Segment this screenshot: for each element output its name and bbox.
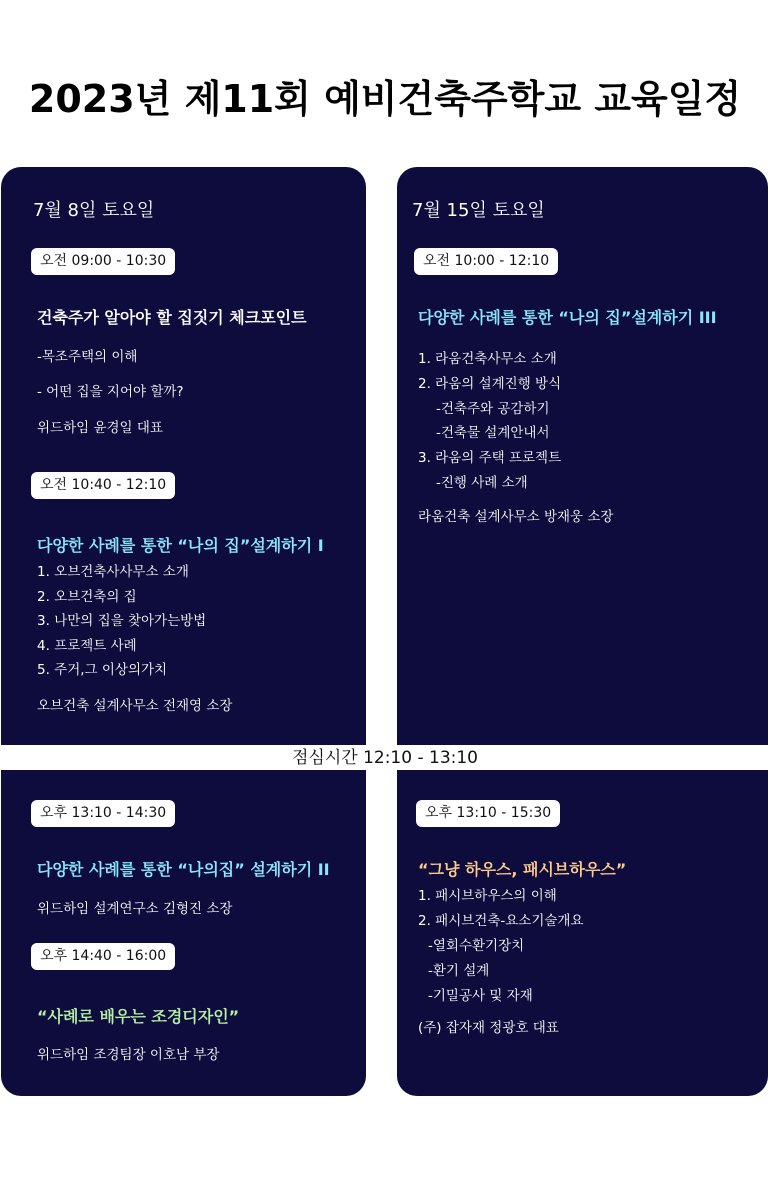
day2-date: 7월 15일 토요일: [412, 200, 545, 221]
day1-session3-time: 오후 13:10 - 14:30: [31, 800, 175, 827]
day1-session1-speaker: 위드하임 윤경일 대표: [37, 420, 163, 436]
day1-session4-time: 오후 14:40 - 16:00: [31, 943, 175, 970]
day1-session1-time: 오전 09:00 - 10:30: [31, 248, 175, 275]
day2-session2-item: 2. 패시브건축-요소기술개요: [418, 913, 584, 929]
day1-date: 7월 8일 토요일: [33, 200, 155, 221]
day1-session2-item: 1. 오브건축사사무소 소개: [37, 564, 189, 580]
day1-session1-item: - 어떤 집을 지어야 할까?: [37, 384, 184, 400]
day2-session1-speaker: 라움건축 설계사무소 방재웅 소장: [418, 509, 614, 525]
lunch-break-label: 점심시간 12:10 - 13:10: [291, 748, 479, 768]
day2-session2-item: 1. 패시브하우스의 이해: [418, 888, 557, 904]
day2-session2-item: -환기 설계: [428, 963, 490, 979]
day2-session1-item: -건축물 설계안내서: [436, 425, 550, 441]
day2-session1-item: 1. 라움건축사무소 소개: [418, 351, 557, 367]
day1-session1-heading: 건축주가 알아야 할 집짓기 체크포인트: [37, 308, 307, 327]
day2-session2-time: 오후 13:10 - 15:30: [416, 800, 560, 827]
day2-session1-item: 2. 라움의 설계진행 방식: [418, 376, 562, 392]
day2-session1-time: 오전 10:00 - 12:10: [414, 248, 558, 275]
page-title: 2023년 제11회 예비건축주학교 교육일정: [28, 77, 742, 121]
day1-session2-speaker: 오브건축 설계사무소 전재영 소장: [37, 698, 233, 714]
day1-session2-item: 3. 나만의 집을 찾아가는방법: [37, 613, 207, 629]
day1-session2-item: 4. 프로젝트 사례: [37, 638, 137, 654]
day2-session1-item: -건축주와 공감하기: [436, 401, 550, 417]
day1-session2-heading: 다양한 사례를 통한 “나의 집”설계하기 I: [37, 536, 324, 555]
day1-session4-speaker: 위드하임 조경팀장 이호남 부장: [37, 1047, 220, 1063]
day2-session2-item: -기밀공사 및 자재: [428, 988, 533, 1004]
day1-session1-item: -목조주택의 이해: [37, 349, 138, 365]
day1-session2-item: 2. 오브건축의 집: [37, 589, 137, 605]
day1-session2-item: 5. 주거,그 이상의가치: [37, 662, 168, 678]
day1-session3-heading: 다양한 사례를 통한 “나의집” 설계하기 II: [37, 860, 330, 879]
day2-session1-item: 3. 라움의 주택 프로젝트: [418, 450, 562, 466]
day2-session1-heading: 다양한 사례를 통한 “나의 집”설계하기 III: [418, 308, 717, 327]
day2-session2-heading: “그냥 하우스, 패시브하우스”: [418, 860, 627, 879]
day1-session3-speaker: 위드하임 설계연구소 김형진 소장: [37, 901, 233, 917]
day1-session4-heading: “사례로 배우는 조경디자인”: [37, 1007, 240, 1026]
day1-session2-time: 오전 10:40 - 12:10: [31, 472, 175, 499]
day2-session2-item: -열회수환기장치: [428, 938, 525, 954]
day2-session2-speaker: (주) 잡자재 정광호 대표: [418, 1020, 559, 1036]
day2-session1-item: -진행 사례 소개: [436, 475, 528, 491]
